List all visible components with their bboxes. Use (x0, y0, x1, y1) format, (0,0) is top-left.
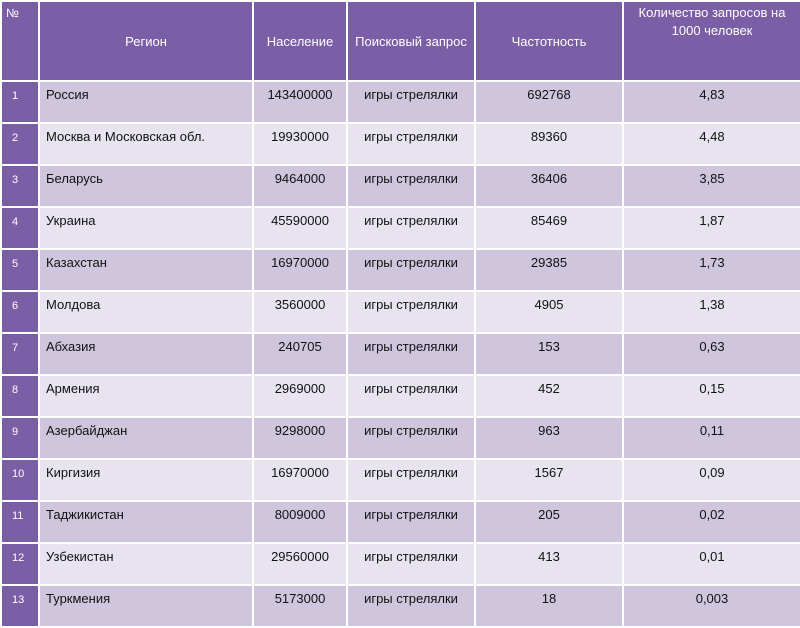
query-cell: игры стрелялки (347, 123, 475, 165)
header-per1000: Количество запросов на 1000 человек (623, 1, 800, 81)
header-frequency: Частотность (475, 1, 623, 81)
region-cell: Киргизия (39, 459, 253, 501)
header-region: Регион (39, 1, 253, 81)
per1000-cell: 0,01 (623, 543, 800, 585)
query-cell: игры стрелялки (347, 375, 475, 417)
frequency-cell: 153 (475, 333, 623, 375)
per1000-cell: 4,48 (623, 123, 800, 165)
per1000-cell: 4,83 (623, 81, 800, 123)
row-number: 10 (1, 459, 39, 501)
frequency-cell: 4905 (475, 291, 623, 333)
table-row (1, 333, 800, 375)
table-body (1, 81, 800, 627)
frequency-cell: 963 (475, 417, 623, 459)
frequency-cell: 29385 (475, 249, 623, 291)
query-cell: игры стрелялки (347, 501, 475, 543)
row-number: 13 (1, 585, 39, 627)
row-number: 7 (1, 333, 39, 375)
population-cell: 19930000 (253, 123, 347, 165)
row-number: 12 (1, 543, 39, 585)
region-cell: Москва и Московская обл. (39, 123, 253, 165)
table-row (1, 585, 800, 627)
per1000-cell: 0,11 (623, 417, 800, 459)
table-row (1, 501, 800, 543)
population-cell: 16970000 (253, 459, 347, 501)
per1000-cell: 0,15 (623, 375, 800, 417)
header-num: № (1, 1, 39, 81)
per1000-cell: 3,85 (623, 165, 800, 207)
row-number: 3 (1, 165, 39, 207)
query-cell: игры стрелялки (347, 333, 475, 375)
table-row (1, 417, 800, 459)
query-cell: игры стрелялки (347, 417, 475, 459)
population-cell: 9464000 (253, 165, 347, 207)
table-row (1, 165, 800, 207)
region-cell: Таджикистан (39, 501, 253, 543)
per1000-cell: 1,73 (623, 249, 800, 291)
table-row (1, 375, 800, 417)
query-cell: игры стрелялки (347, 249, 475, 291)
query-cell: игры стрелялки (347, 81, 475, 123)
region-cell: Туркмения (39, 585, 253, 627)
frequency-cell: 452 (475, 375, 623, 417)
query-cell: игры стрелялки (347, 585, 475, 627)
per1000-cell: 0,02 (623, 501, 800, 543)
region-cell: Украина (39, 207, 253, 249)
query-cell: игры стрелялки (347, 459, 475, 501)
table-row (1, 543, 800, 585)
region-cell: Молдова (39, 291, 253, 333)
population-cell: 240705 (253, 333, 347, 375)
region-cell: Абхазия (39, 333, 253, 375)
region-cell: Беларусь (39, 165, 253, 207)
region-cell: Россия (39, 81, 253, 123)
frequency-cell: 18 (475, 585, 623, 627)
per1000-cell: 0,09 (623, 459, 800, 501)
row-number: 5 (1, 249, 39, 291)
per1000-cell: 0,63 (623, 333, 800, 375)
table-row (1, 291, 800, 333)
row-number: 1 (1, 81, 39, 123)
table-row (1, 249, 800, 291)
table-row (1, 123, 800, 165)
frequency-cell: 89360 (475, 123, 623, 165)
per1000-cell: 1,38 (623, 291, 800, 333)
frequency-cell: 413 (475, 543, 623, 585)
population-cell: 143400000 (253, 81, 347, 123)
per1000-cell: 0,003 (623, 585, 800, 627)
population-cell: 45590000 (253, 207, 347, 249)
table-header (1, 1, 800, 81)
region-cell: Армения (39, 375, 253, 417)
population-cell: 29560000 (253, 543, 347, 585)
population-cell: 5173000 (253, 585, 347, 627)
query-cell: игры стрелялки (347, 207, 475, 249)
population-cell: 2969000 (253, 375, 347, 417)
row-number: 11 (1, 501, 39, 543)
row-number: 9 (1, 417, 39, 459)
query-cell: игры стрелялки (347, 165, 475, 207)
query-cell: игры стрелялки (347, 543, 475, 585)
region-cell: Узбекистан (39, 543, 253, 585)
table-row (1, 81, 800, 123)
row-number: 4 (1, 207, 39, 249)
frequency-cell: 36406 (475, 165, 623, 207)
frequency-cell: 205 (475, 501, 623, 543)
frequency-cell: 1567 (475, 459, 623, 501)
table-row (1, 207, 800, 249)
frequency-cell: 692768 (475, 81, 623, 123)
frequency-cell: 85469 (475, 207, 623, 249)
population-cell: 16970000 (253, 249, 347, 291)
region-cell: Казахстан (39, 249, 253, 291)
region-cell: Азербайджан (39, 417, 253, 459)
population-cell: 8009000 (253, 501, 347, 543)
population-cell: 3560000 (253, 291, 347, 333)
header-row (1, 1, 800, 81)
row-number: 8 (1, 375, 39, 417)
query-cell: игры стрелялки (347, 291, 475, 333)
header-population: Население (253, 1, 347, 81)
population-cell: 9298000 (253, 417, 347, 459)
table-row (1, 459, 800, 501)
row-number: 6 (1, 291, 39, 333)
header-query: Поисковый запрос (347, 1, 475, 81)
row-number: 2 (1, 123, 39, 165)
per1000-cell: 1,87 (623, 207, 800, 249)
